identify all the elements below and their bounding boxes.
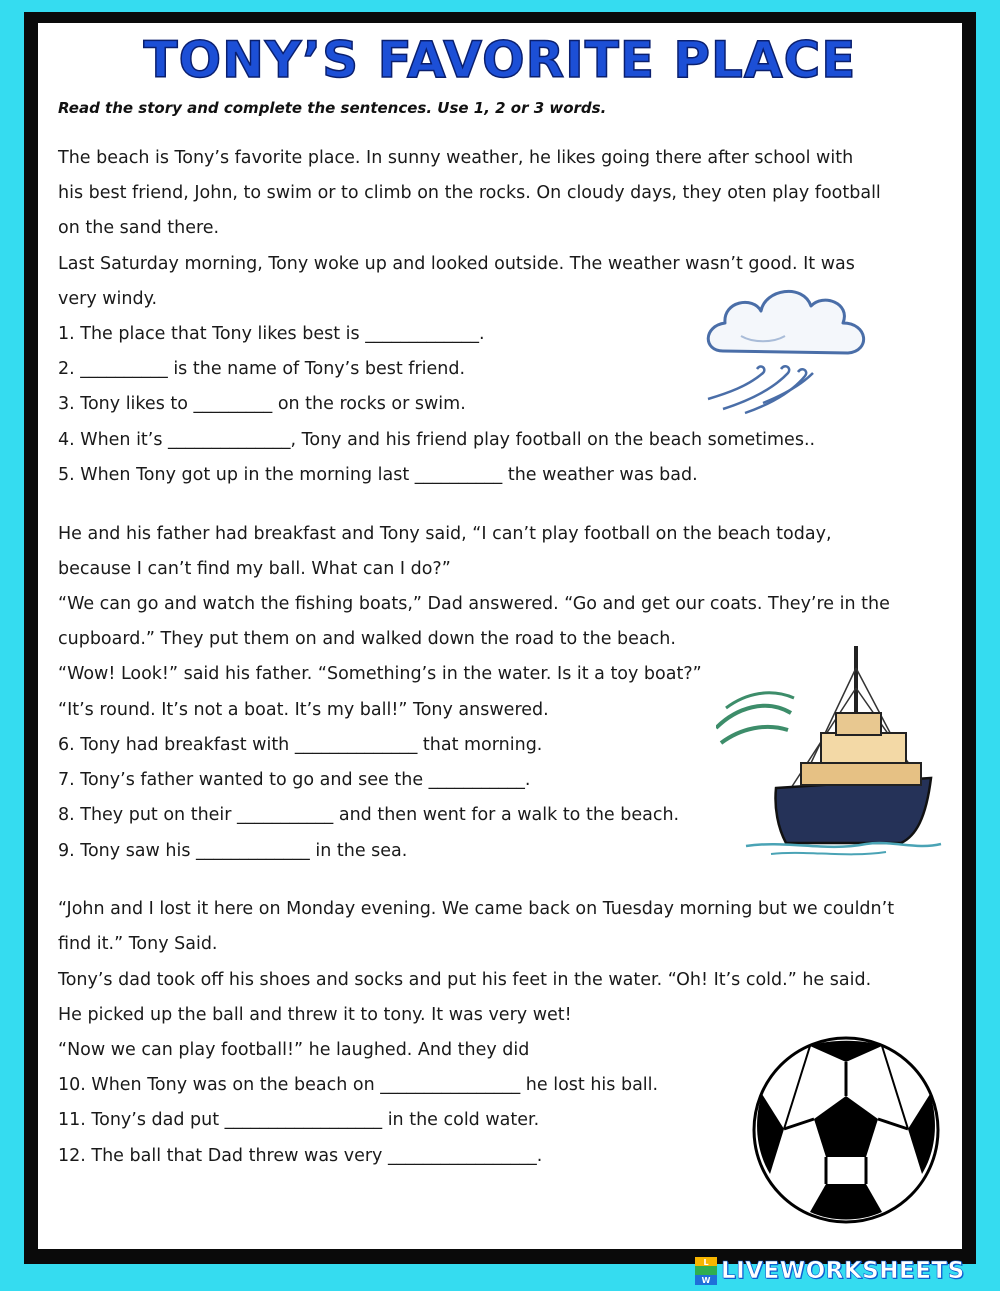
question-5[interactable]: 5. When Tony got up in the morning last __________ the weather was bad.: [58, 465, 698, 485]
instructions: Read the story and complete the sentences. Use 1, 2 or 3 words.: [58, 99, 607, 117]
story-line: “We can go and watch the fishing boats,” Dad answered. “Go and get our coats. They’re in the: [58, 594, 890, 614]
question-6[interactable]: 6. Tony had breakfast with ______________ that morning.: [58, 735, 543, 755]
badge-letter-w: W: [701, 1276, 711, 1285]
badge-letter-l: L: [703, 1258, 709, 1267]
question-3[interactable]: 3. Tony likes to _________ on the rocks or swim.: [58, 394, 466, 414]
question-8[interactable]: 8. They put on their ___________ and then went for a walk to the beach.: [58, 805, 680, 825]
question-7[interactable]: 7. Tony’s father wanted to go and see the ___________.: [58, 770, 531, 790]
worksheet-page: [38, 23, 962, 1249]
logo-badge-icon: [695, 1257, 717, 1285]
football-icon: [750, 1034, 942, 1226]
story-line: very windy.: [58, 289, 158, 309]
story-line: on the sand there.: [58, 218, 220, 238]
story-line: He and his father had breakfast and Tony said, “I can’t play football on the beach today,: [58, 524, 832, 544]
page-title: TONY’S FAVORITE PLACE: [143, 31, 857, 89]
question-2[interactable]: 2. __________ is the name of Tony’s best friend.: [58, 359, 466, 379]
question-9[interactable]: 9. Tony saw his _____________ in the sea.: [58, 841, 408, 861]
story-line: “It’s round. It’s not a boat. It’s my ball!” Tony answered.: [58, 700, 549, 720]
story-line: cupboard.” They put them on and walked down the road to the beach.: [58, 629, 676, 649]
liveworksheets-logo[interactable]: [695, 1256, 965, 1286]
question-4[interactable]: 4. When it’s ______________, Tony and his friend play football on the beach sometimes..: [58, 430, 816, 450]
question-1[interactable]: 1. The place that Tony likes best is _____________.: [58, 324, 485, 344]
story-line: “John and I lost it here on Monday evening. We came back on Tuesday morning but we couldn’t: [58, 899, 895, 919]
story-line: He picked up the ball and threw it to tony. It was very wet!: [58, 1005, 572, 1025]
story-line: find it.” Tony Said.: [58, 934, 218, 954]
story-line: The beach is Tony’s favorite place. In sunny weather, he likes going there after school with: [58, 148, 854, 168]
windy-cloud-icon: [703, 281, 878, 421]
story-line: Last Saturday morning, Tony woke up and looked outside. The weather wasn’t good. It was: [58, 254, 855, 274]
story-line: his best friend, John, to swim or to climb on the rocks. On cloudy days, they oten play football: [58, 183, 881, 203]
fishing-boat-icon: [716, 638, 946, 863]
question-10[interactable]: 10. When Tony was on the beach on ________________ he lost his ball.: [58, 1075, 659, 1095]
question-11[interactable]: 11. Tony’s dad put __________________ in the cold water.: [58, 1110, 540, 1130]
story-line: “Wow! Look!” said his father. “Something’s in the water. Is it a toy boat?”: [58, 664, 702, 684]
story-line: Tony’s dad took off his shoes and socks and put his feet in the water. “Oh! It’s cold.” he said.: [58, 970, 872, 990]
story-line: because I can’t find my ball. What can I do?”: [58, 559, 451, 579]
question-12[interactable]: 12. The ball that Dad threw was very _________________.: [58, 1146, 543, 1166]
story-line: “Now we can play football!” he laughed. And they did: [58, 1040, 530, 1060]
liveworksheets-logo-text: LIVEWORKSHEETS: [721, 1258, 965, 1284]
